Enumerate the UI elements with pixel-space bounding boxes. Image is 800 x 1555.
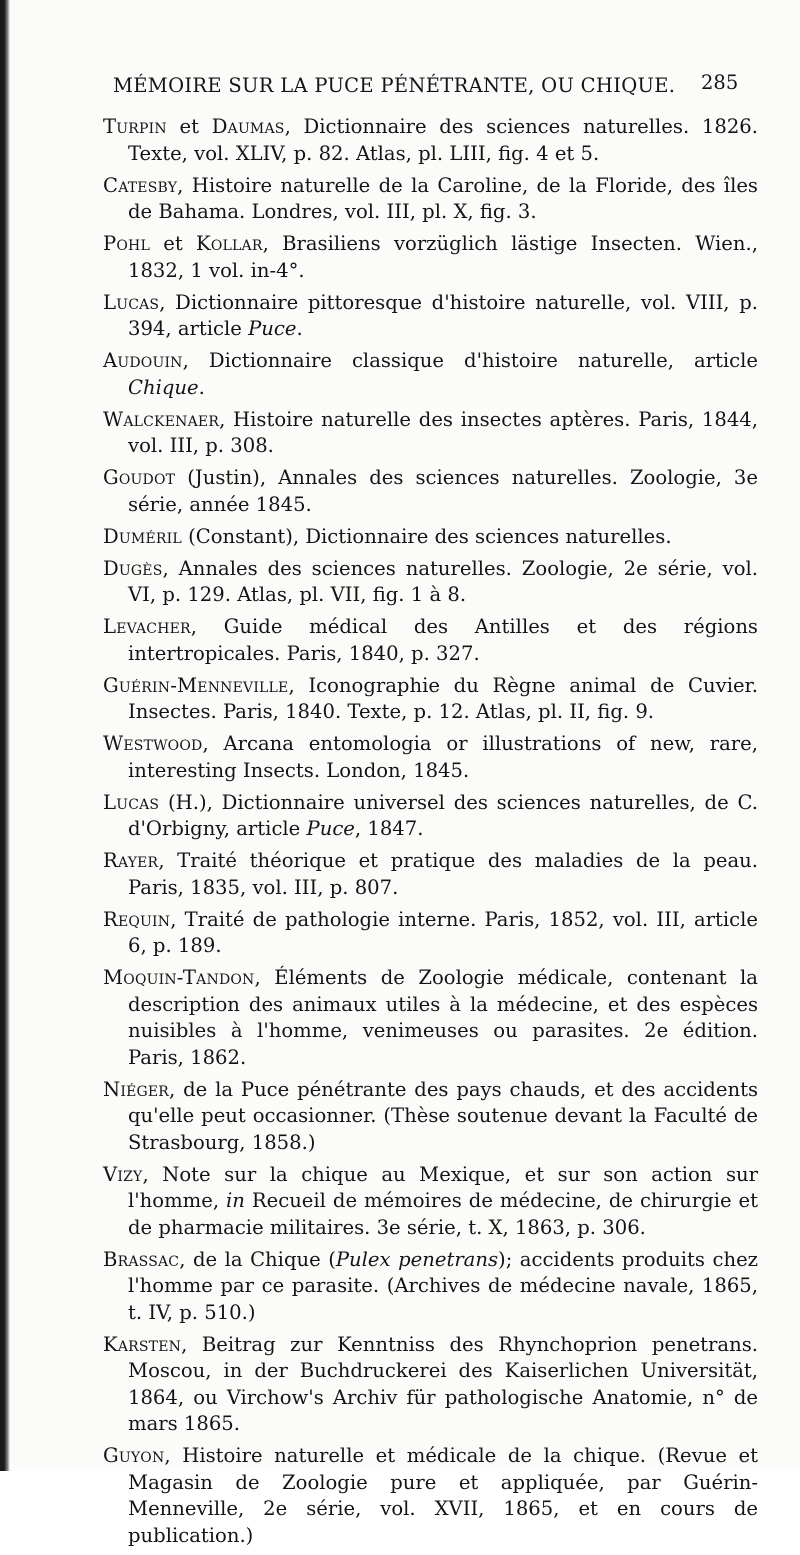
entry-author: Kollar [196, 232, 263, 255]
entry-text: , Arcana entomologia or illustrations of new, rare, interesting Insects. London, 1845. [128, 732, 758, 782]
bibliography-entry [103, 1077, 758, 1157]
entry-author: Karsten [103, 1332, 182, 1356]
bibliography-entry [103, 407, 758, 460]
entry-text: Recueil de mémoires de médecine, de chirurgie et de pharmacie militaires. 3e série, t. X, 1863, p. 306. [128, 1189, 758, 1239]
entry-author: Rayer [103, 849, 159, 872]
entry-author: Guyon [103, 1444, 165, 1467]
bibliography-entry [103, 1443, 758, 1549]
entry-author: Duméril [103, 524, 182, 548]
entry-author: Lucas [103, 290, 160, 314]
entry-italic-text: Puce [248, 317, 297, 340]
bibliography-entry [103, 1162, 758, 1242]
running-title: MÉMOIRE SUR LA PUCE PÉNÉTRANTE, OU CHIQUE. [113, 74, 676, 97]
entry-text: , Traité théorique et pratique des maladies de la peau. Paris, 1835, vol. III, p. 807. [128, 849, 758, 899]
bibliography-entry [103, 348, 758, 401]
entry-text: . [198, 375, 205, 399]
entry-text: , Iconographie du Règne animal de Cuvier. Insectes. Paris, 1840. Texte, p. 12. Atlas, pl. II, fig. 9. [128, 673, 758, 723]
bibliography-entry [103, 465, 758, 518]
bibliography-entry [103, 1247, 758, 1327]
entry-author: Requin [103, 907, 171, 931]
bibliography-entry [103, 290, 758, 343]
entry-text: (H.), Dictionnaire universel des sciences naturelles, de C. d'Orbigny, article [128, 790, 758, 840]
entry-author: Catesby [103, 173, 178, 197]
entry-author: Niéger [103, 1077, 170, 1101]
entry-author: Daumas [211, 115, 285, 138]
entry-text: , Brasiliens vorzüglich lästige Insecten. Wien., 1832, 1 vol. in-4°. [128, 232, 758, 282]
entry-text: , Dictionnaire pittoresque d'histoire naturelle, vol. VIII, p. 394, article [128, 290, 758, 340]
entry-text: , Guide médical des Antilles et des régions intertropicales. Paris, 1840, p. 327. [128, 615, 758, 665]
bibliography-entry [103, 848, 758, 901]
bibliography-entry [103, 614, 758, 667]
entry-text: , Histoire naturelle et médicale de la chique. (Revue et Magasin de Zoologie pure et appliquée, par Guérin-Menneville, 2e série, vol. XVII, 1865, et en cours de publication.) [128, 1444, 758, 1547]
bibliography-entry [103, 1332, 758, 1438]
entry-author: Walckenaer [103, 407, 220, 431]
entry-text: et [149, 232, 197, 255]
bibliography-entry [103, 673, 758, 726]
entry-text: , Annales des sciences naturelles. Zoologie, 2e série, vol. VI, p. 129. Atlas, pl. VII, fig. 1 à 8. [128, 556, 758, 606]
entry-text: , Histoire naturelle de la Caroline, de la Floride, des îles de Bahama. Londres, vol. III, pl. X, fig. 3. [128, 173, 758, 223]
entry-text: . [296, 317, 303, 340]
entry-italic-text: Chique [128, 375, 199, 399]
bibliography-entry [103, 524, 758, 551]
bibliography-entry [103, 114, 758, 167]
entry-italic-text: in [226, 1189, 245, 1212]
bibliography-entry [103, 731, 758, 784]
entry-italic-text: Pulex penetrans [335, 1247, 499, 1271]
entry-text: , Éléments de Zoologie médicale, contenant la description des animaux utiles à la médecine, et des espèces nuisibles à l'homme, venimeuses ou parasites. 2e édition. Paris, 1862. [128, 966, 758, 1069]
entry-text: , Note sur la chique au Mexique, et sur son action sur l'homme, [128, 1162, 758, 1212]
entry-text: (Constant), Dictionnaire des sciences naturelles. [181, 524, 672, 548]
entry-author: Dugès [103, 556, 163, 580]
entry-text: et [166, 115, 212, 138]
entry-author: Goudot [103, 466, 176, 489]
entry-author: Westwood [103, 732, 203, 755]
entry-text: , Beitrag zur Kenntniss des Rhynchoprion penetrans. Moscou, in der Buchdruckerei des Kaiserlichen Universität, 1864, ou Virchow's Archiv für pathologische Anatomie, n° de mars 1865. [128, 1332, 758, 1435]
entry-text: , 1847. [354, 817, 424, 840]
entry-text: (Justin), Annales des sciences naturelles. Zoologie, 3e série, année 1845. [128, 466, 758, 516]
entry-author: Lucas [103, 790, 160, 814]
bibliography-entry [103, 907, 758, 960]
entry-text: , Dictionnaire des sciences naturelles. 1826. Texte, vol. XLIV, p. 82. Atlas, pl. LIII, fig. 4 et 5. [128, 115, 758, 165]
page-header [0, 70, 800, 100]
entry-text: , Dictionnaire classique d'histoire naturelle, article [182, 349, 758, 372]
bibliography-entry [103, 556, 758, 609]
page-number: 285 [701, 71, 739, 94]
entry-author: Guérin-Menneville [103, 673, 289, 697]
bibliography-entry [103, 173, 758, 226]
entry-author: Levacher [103, 615, 191, 638]
entry-author: Audouin [103, 349, 183, 372]
entry-author: Brassac [103, 1247, 180, 1271]
entry-author: Turpin [103, 115, 167, 138]
entry-author: Pohl [103, 232, 150, 255]
bibliography-list [0, 114, 800, 1555]
entry-text: , de la Chique ( [179, 1247, 336, 1271]
bibliography-entry [103, 790, 758, 843]
entry-author: Moquin-Tandon [103, 966, 255, 989]
bibliography-entry [103, 231, 758, 284]
bibliography-entry [103, 965, 758, 1071]
entry-author: Vizy [103, 1162, 143, 1186]
entry-text: , Traité de pathologie interne. Paris, 1852, vol. III, article 6, p. 189. [128, 907, 758, 957]
entry-text: , Histoire naturelle des insectes aptères. Paris, 1844, vol. III, p. 308. [128, 407, 758, 457]
entry-text: , de la Puce pénétrante des pays chauds, et des accidents qu'elle peut occasionner. (Thèse soutenue devant la Faculté de Strasbourg, 1858.) [128, 1077, 758, 1154]
entry-italic-text: Puce [306, 817, 355, 840]
entry-text: ); accidents produits chez l'homme par ce parasite. (Archives de médecine navale, 1865, t. IV, p. 510.) [128, 1247, 758, 1324]
